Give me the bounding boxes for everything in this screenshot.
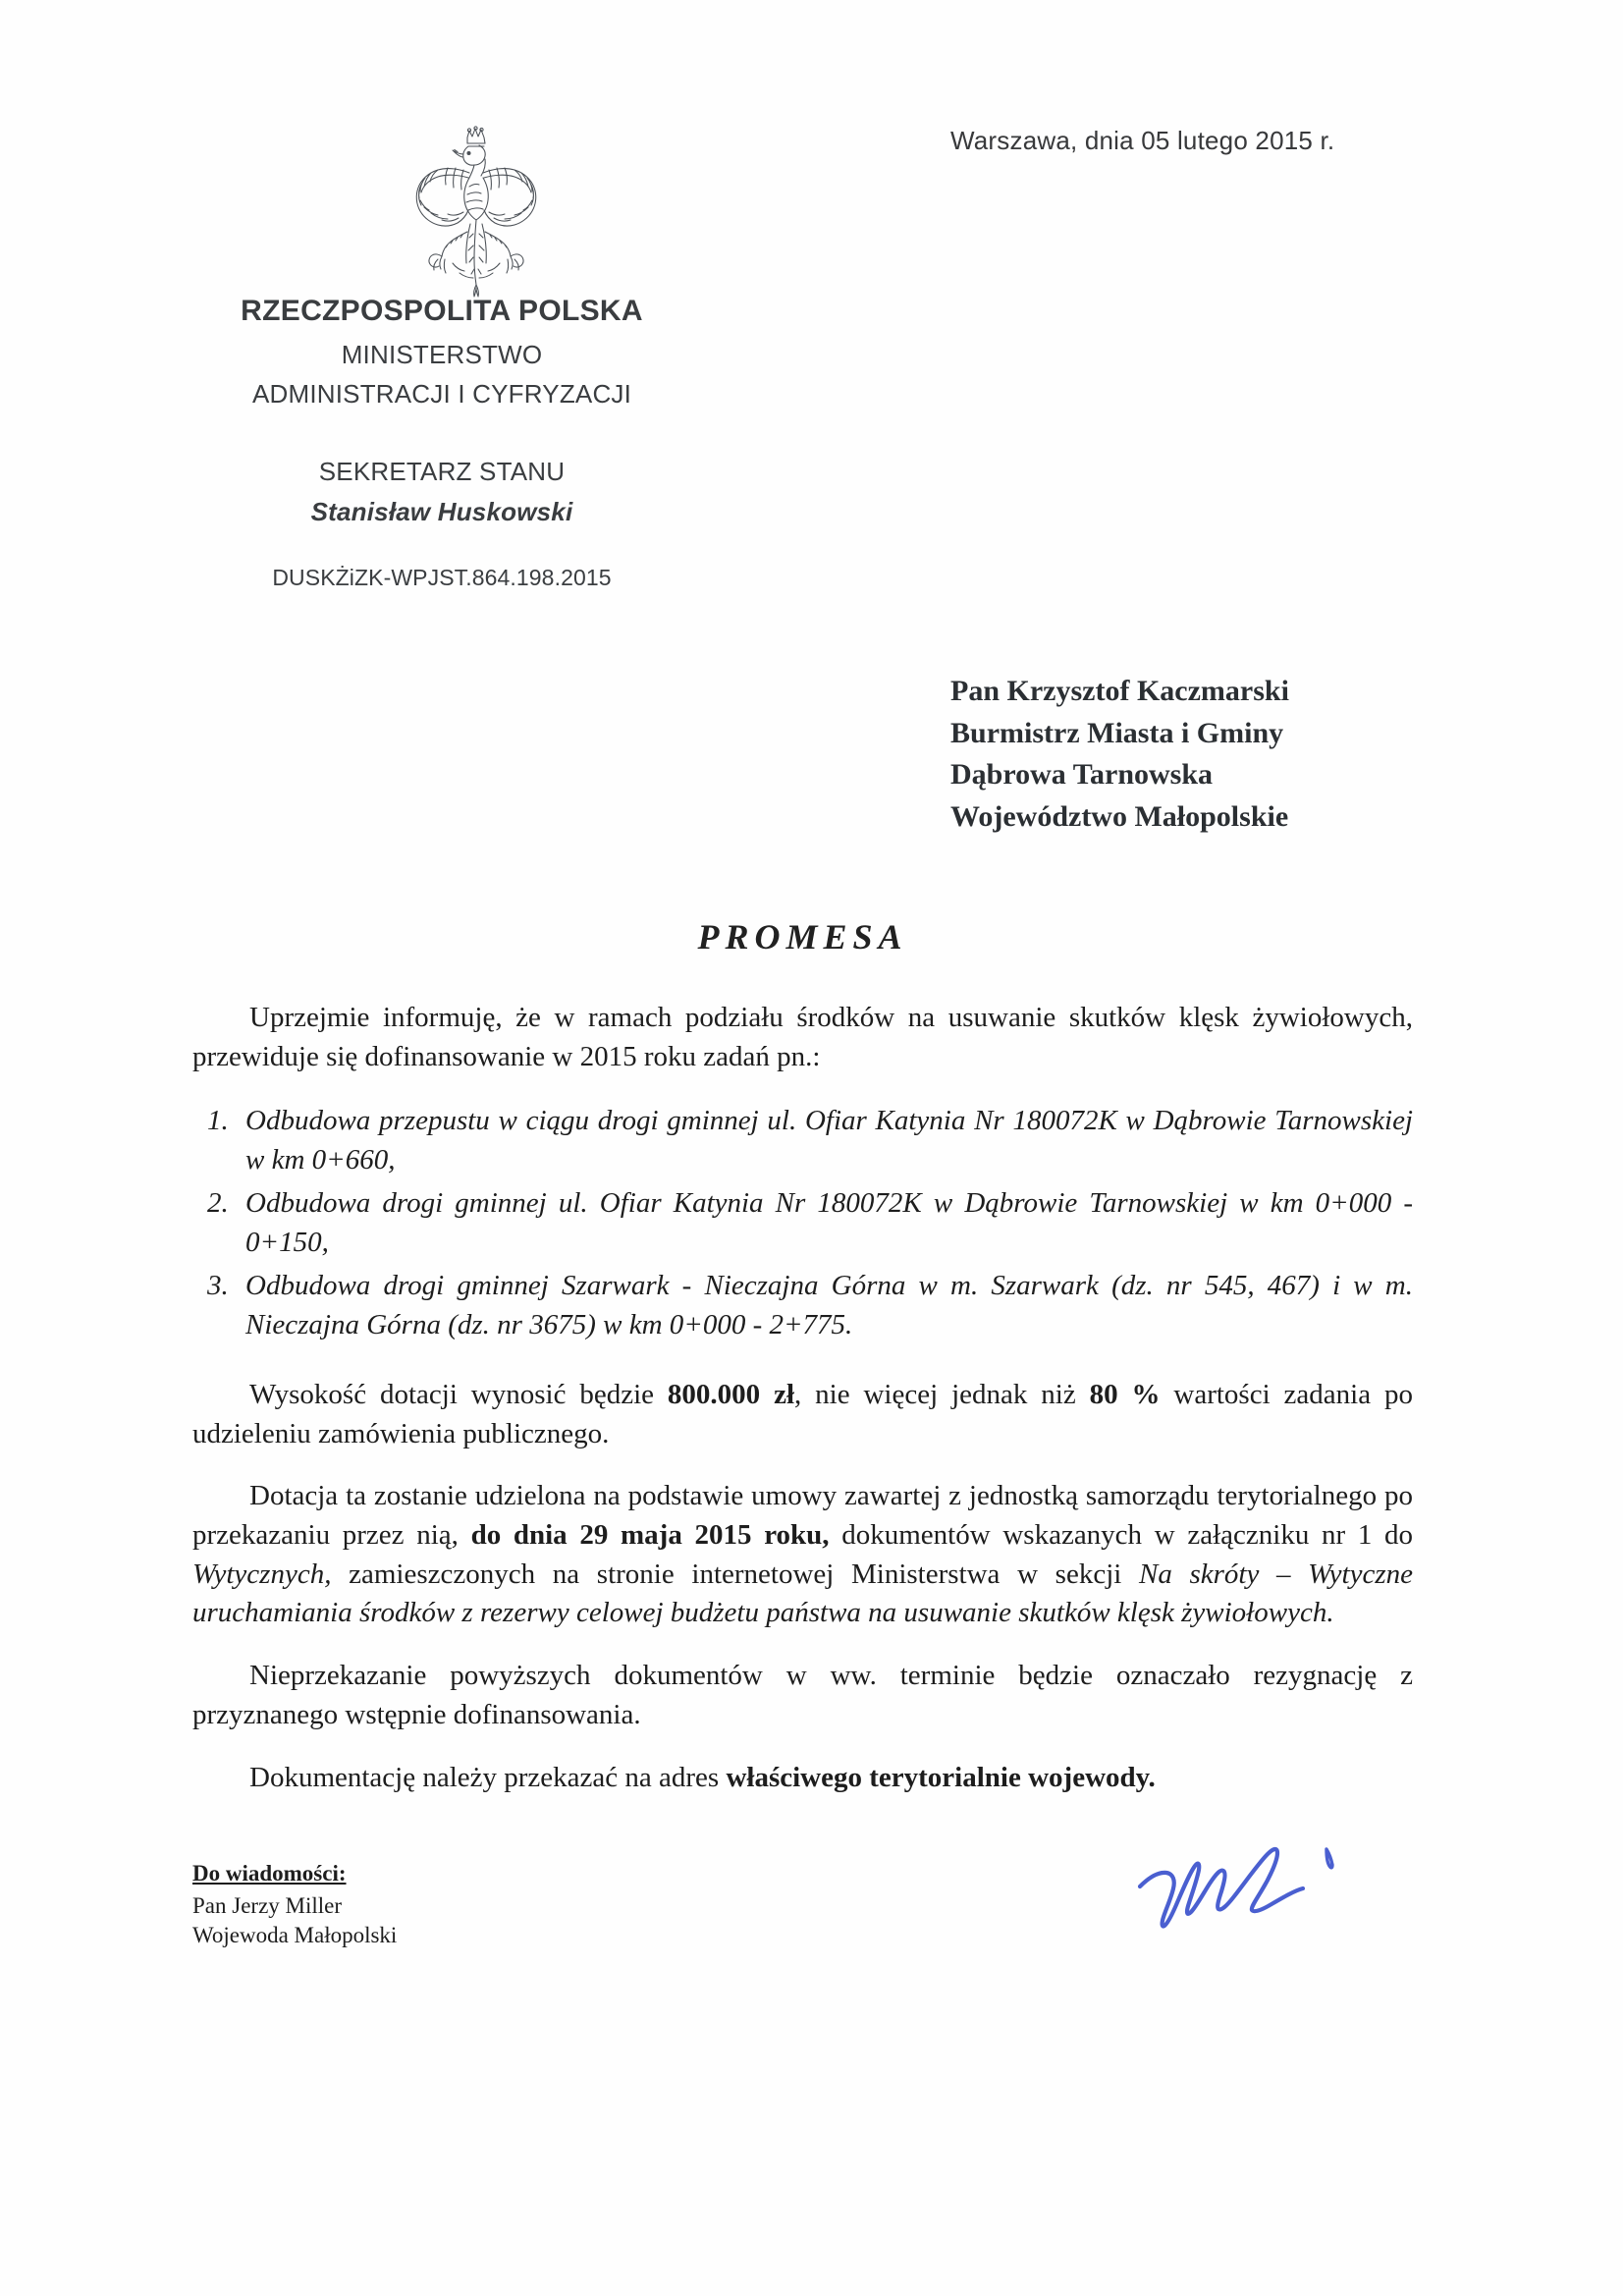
polish-eagle-emblem	[391, 116, 568, 302]
tasks-list	[192, 1101, 1413, 1344]
handwritten-signature	[1134, 1822, 1399, 1959]
submission-recipient: właściwego terytorialnie wojewody.	[726, 1761, 1156, 1793]
submission-text-1: Dokumentację należy przekazać na adres	[249, 1761, 727, 1793]
grant-amount: 800.000 zł	[667, 1378, 795, 1410]
amount-text-1: Wysokość dotacji wynosić będzie	[249, 1378, 668, 1410]
submission-deadline: do dnia 29 maja 2015 roku,	[470, 1519, 830, 1551]
date-line: Warszawa, dnia 05 lutego 2015 r.	[950, 126, 1335, 155]
letterhead-country: RZECZPOSPOLITA POLSKA	[241, 295, 643, 327]
grant-percentage: 80 %	[1089, 1378, 1161, 1410]
document-body	[192, 913, 1413, 1821]
page-title: PROMESA	[697, 917, 908, 957]
grant-text-3: zamieszczonych na stronie internetowej Ministerstwa w sekcji	[331, 1558, 1139, 1590]
addressee-city: Dąbrowa Tarnowska	[950, 758, 1214, 792]
letterhead-ministry-line1: MINISTERSTWO	[341, 340, 543, 369]
addressee-title: Burmistrz Miasta i Gminy	[950, 716, 1284, 749]
cc-recipient-name: Pan Jerzy Miller	[192, 1892, 343, 1918]
list-item: 2. Odbudowa drogi gminnej ul. Ofiar Katynia Nr 180072K w Dąbrowie Tarnowskiej w km 0+000 - 0+150,	[236, 1183, 1413, 1262]
grant-text-2: dokumentów wskazanych w załączniku nr 1 do	[829, 1519, 1414, 1551]
list-item: 3. Odbudowa drogi gminnej Szarwark - Nieczajna Górna w m. Szarwark (dz. nr 545, 467) i w m. Nieczajna Górna (dz. nr 3675) w km 0+000 - 2+775.	[236, 1266, 1413, 1344]
addressee-voivodeship: Województwo Małopolskie	[950, 799, 1289, 833]
guidelines-reference: Wytycznych,	[192, 1558, 332, 1590]
cc-block	[192, 1859, 397, 1951]
amount-text-3: wartości zadania po udzieleniu zamówienia publicznego.	[192, 1378, 1413, 1449]
addressee-block	[950, 671, 1289, 838]
failure-paragraph: Nieprzekazanie powyższych dokumentów w ww. terminie będzie oznaczało rezygnację z przyznanego wstępnie dofinansowania.	[192, 1660, 1413, 1730]
grant-text-1: Dotacja ta zostanie udzielona na podstawie umowy zawartej z jednostką samorządu terytorialnego po przekazaniu przez nią,	[192, 1480, 1413, 1551]
intro-paragraph: Uprzejmie informuję, że w ramach podziału środków na usuwanie skutków klęsk żywiołowych, przewiduje się dofinansowanie w 2015 roku zadań pn.:	[192, 1002, 1413, 1073]
letterhead-signatory-name: Stanisław Huskowski	[310, 497, 573, 526]
amount-paragraph	[192, 1376, 1413, 1453]
cc-title: Do wiadomości:	[192, 1861, 347, 1886]
letterhead	[167, 295, 717, 591]
grant-conditions-paragraph	[192, 1477, 1413, 1633]
letterhead-role: SEKRETARZ STANU	[318, 457, 566, 486]
reference-number: DUSKŻiZK-WPJST.864.198.2015	[272, 565, 612, 590]
website-section-reference: Na skróty – Wytyczne uruchamiania środków z rezerwy celowej budżetu państwa na usuwanie skutków klęsk żywiołowych.	[192, 1558, 1413, 1629]
letterhead-ministry-line2: ADMINISTRACJI I CYFRYZACJI	[251, 379, 632, 409]
addressee-name: Pan Krzysztof Kaczmarski	[950, 675, 1289, 707]
submission-paragraph	[192, 1759, 1413, 1798]
list-item: 1. Odbudowa przepustu w ciągu drogi gminnej ul. Ofiar Katynia Nr 180072K w Dąbrowie Tarnowskiej w km 0+660,	[236, 1101, 1413, 1179]
amount-text-2: , nie więcej jednak niż	[794, 1378, 1090, 1410]
cc-recipient-role: Wojewoda Małopolski	[192, 1923, 398, 1948]
